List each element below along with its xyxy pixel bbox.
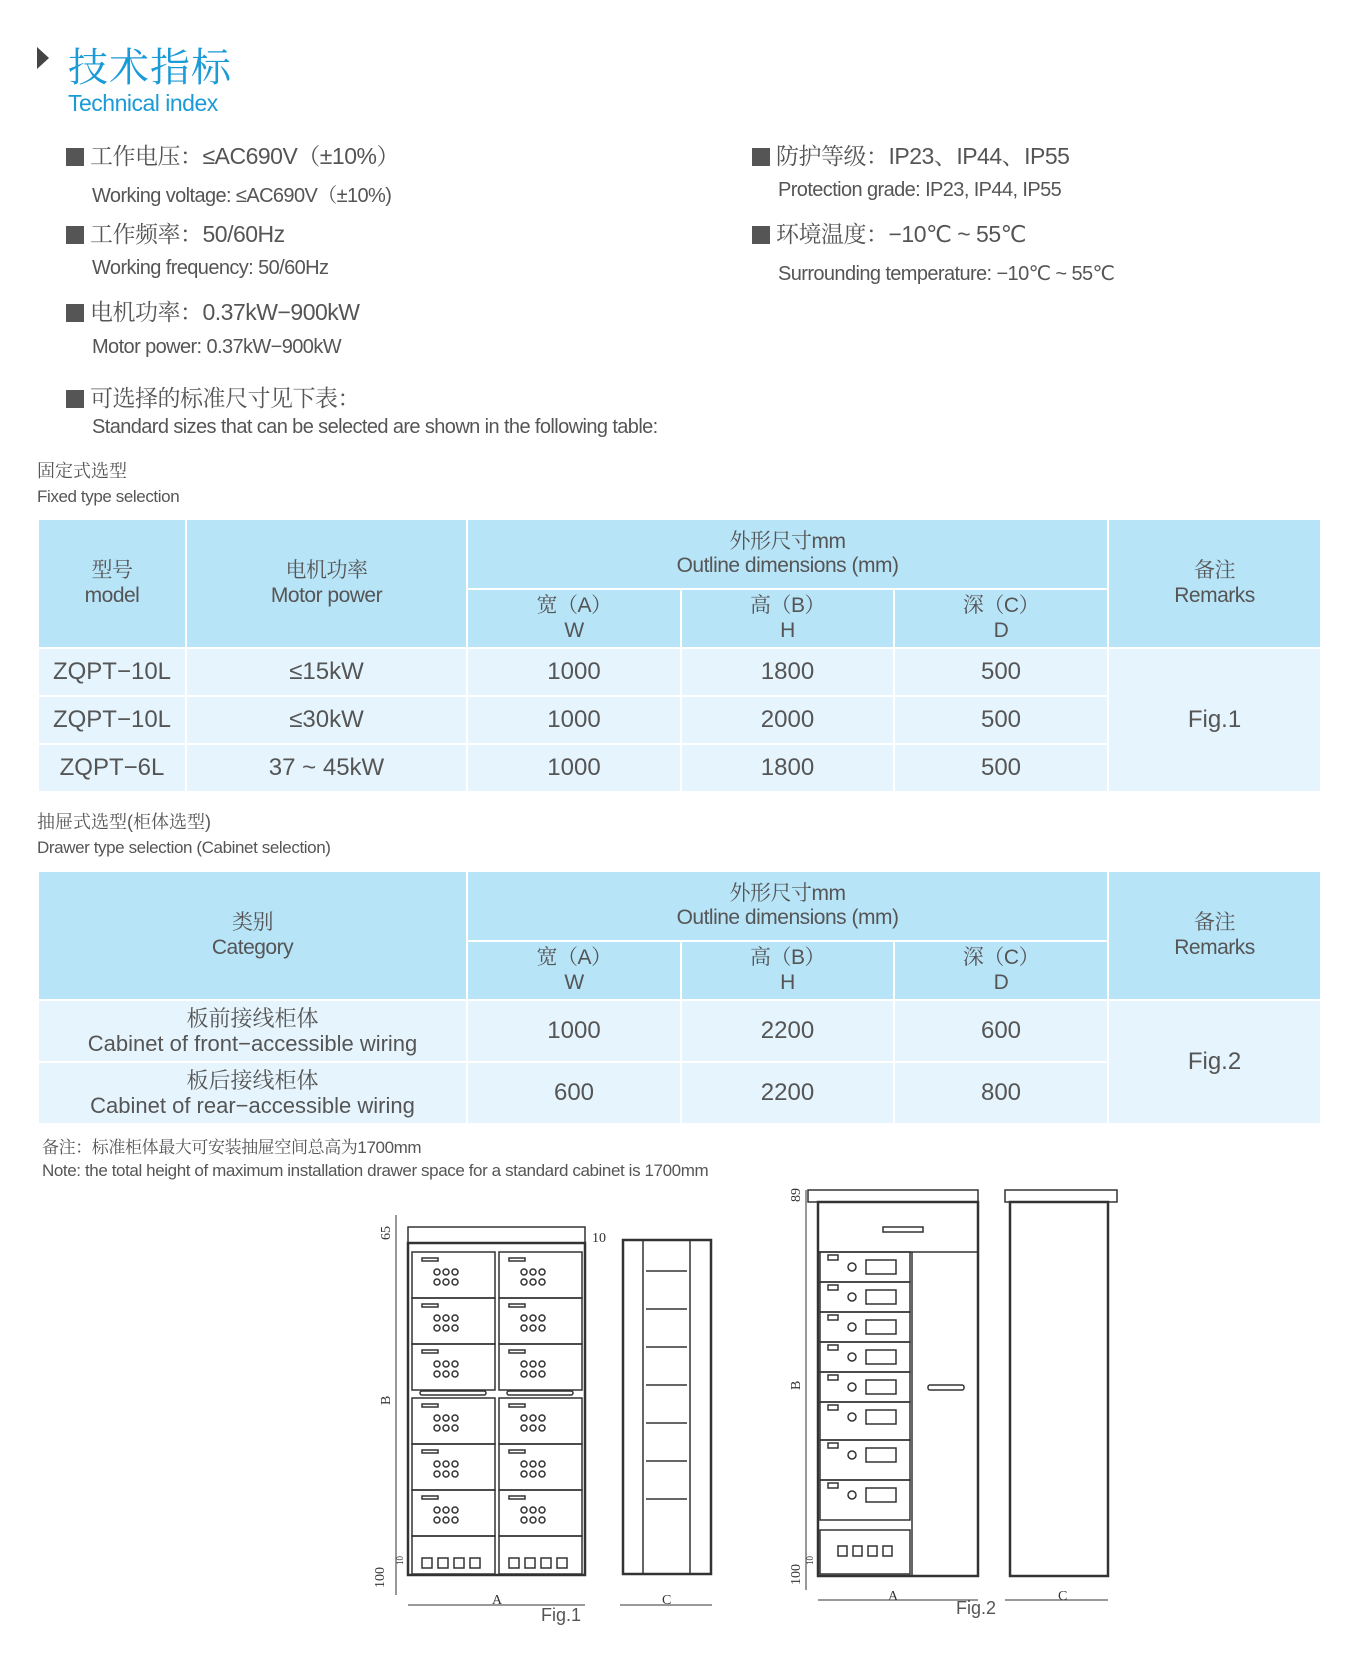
bullet-square-icon (66, 226, 84, 244)
indicator-lamp-icon (530, 1325, 536, 1331)
indicator-lamp-icon (452, 1517, 458, 1523)
indicator-lamp-icon (443, 1507, 449, 1513)
terminal-area (820, 1530, 910, 1574)
cell-width: 1000 (467, 696, 681, 744)
meter-panel (866, 1448, 896, 1462)
header-outline-dimensions: 外形尺寸mm Outline dimensions (mm) (467, 519, 1108, 589)
indicator-lamp-icon (434, 1371, 440, 1377)
rotary-switch-icon (848, 1413, 856, 1421)
fig2-side-frame (1010, 1202, 1108, 1576)
meter-panel (866, 1260, 896, 1274)
indicator-lamp-icon (434, 1361, 440, 1367)
cell-model: ZQPT−10L (38, 648, 186, 696)
cell-remark: Fig.2 (1108, 1000, 1321, 1124)
indicator-lamp-icon (452, 1415, 458, 1421)
rotary-switch-icon (848, 1383, 856, 1391)
cell-depth: 500 (894, 744, 1108, 792)
table-row (38, 1000, 1321, 1062)
fig2-top-cover (808, 1190, 978, 1202)
indicator-lamp-icon (443, 1471, 449, 1477)
indicator-lamp-icon (530, 1471, 536, 1477)
indicator-lamp-icon (530, 1425, 536, 1431)
rotary-switch-icon (848, 1353, 856, 1361)
indicator-lamp-icon (539, 1517, 545, 1523)
indicator-lamp-icon (530, 1361, 536, 1367)
spec-frequency-en: Working frequency: 50/60Hz (92, 257, 329, 279)
indicator-lamp-icon (452, 1425, 458, 1431)
indicator-lamp-icon (521, 1425, 527, 1431)
indicator-lamp-icon (530, 1461, 536, 1467)
indicator-lamp-icon (539, 1471, 545, 1477)
rotary-switch-icon (848, 1491, 856, 1499)
cell-height: 2200 (681, 1062, 894, 1124)
fig2-dim-depth: C (1058, 1589, 1068, 1604)
indicator-lamp-icon (530, 1415, 536, 1421)
cell-width: 1000 (467, 648, 681, 696)
header-remarks: 备注 Remarks (1108, 519, 1321, 648)
fig2-label: Fig.2 (956, 1598, 997, 1618)
indicator-lamp-icon (452, 1361, 458, 1367)
cell-model: ZQPT−10L (38, 696, 186, 744)
indicator-lamp-icon (434, 1415, 440, 1421)
fig1-drawing (373, 1215, 712, 1608)
indicator-lamp-icon (434, 1325, 440, 1331)
cell-width: 1000 (467, 744, 681, 792)
indicator-lamp-icon (539, 1361, 545, 1367)
indicator-lamp-icon (452, 1471, 458, 1477)
fig1-dim-height: B (379, 1395, 394, 1405)
cell-depth: 600 (894, 1000, 1108, 1062)
spec-voltage: 工作电压：≤AC690V（±10%） (66, 138, 399, 171)
fig1-dim-width: A (492, 1593, 503, 1608)
cell-depth: 500 (894, 648, 1108, 696)
spec-protection: 防护等级：IP23、IP44、IP55 (752, 138, 1069, 171)
cell-height: 2000 (681, 696, 894, 744)
fig2-dim-width: A (888, 1589, 899, 1604)
page-title: 技术指标 (68, 46, 232, 90)
table-row (38, 648, 1321, 696)
indicator-lamp-icon (452, 1371, 458, 1377)
fixed-caption-en: Fixed type selection (37, 487, 180, 506)
fig2-dim-base: 10 (805, 1556, 815, 1565)
indicator-lamp-icon (521, 1269, 527, 1275)
cell-power: 37 ~ 45kW (186, 744, 467, 792)
cell-height: 1800 (681, 744, 894, 792)
cell-depth: 800 (894, 1062, 1108, 1124)
cabinet-drawings (0, 1180, 1357, 1660)
header-model: 型号 model (38, 519, 186, 648)
indicator-lamp-icon (530, 1507, 536, 1513)
cell-category: 板前接线柜体 Cabinet of front−accessible wiring (38, 1000, 467, 1062)
indicator-lamp-icon (521, 1415, 527, 1421)
header-height: 高（B） H (681, 589, 894, 648)
spec-power: 电机功率：0.37kW−900kW (66, 294, 360, 327)
indicator-lamp-icon (434, 1461, 440, 1467)
rotary-switch-icon (848, 1293, 856, 1301)
fig1-side-frame (623, 1240, 711, 1574)
indicator-lamp-icon (521, 1325, 527, 1331)
bullet-square-icon (66, 148, 84, 166)
indicator-lamp-icon (530, 1269, 536, 1275)
indicator-lamp-icon (443, 1279, 449, 1285)
indicator-lamp-icon (539, 1325, 545, 1331)
indicator-lamp-icon (443, 1425, 449, 1431)
indicator-lamp-icon (521, 1371, 527, 1377)
fixed-type-table (37, 518, 1322, 793)
indicator-lamp-icon (539, 1371, 545, 1377)
rotary-switch-icon (848, 1451, 856, 1459)
indicator-lamp-icon (521, 1471, 527, 1477)
fig2-dim-top: 89 (789, 1188, 804, 1202)
fig1-dim-bottom: 100 (373, 1567, 388, 1588)
meter-panel (866, 1290, 896, 1304)
indicator-lamp-icon (443, 1325, 449, 1331)
indicator-lamp-icon (434, 1269, 440, 1275)
indicator-lamp-icon (539, 1279, 545, 1285)
spec-power-en: Motor power: 0.37kW−900kW (92, 336, 341, 358)
cell-width: 600 (467, 1062, 681, 1124)
indicator-lamp-icon (521, 1461, 527, 1467)
fig2-dim-bottom: 100 (789, 1564, 804, 1585)
meter-panel (866, 1410, 896, 1424)
cell-width: 1000 (467, 1000, 681, 1062)
cell-depth: 500 (894, 696, 1108, 744)
drawer-caption: 抽屉式选型(柜体选型) (37, 812, 211, 832)
cell-model: ZQPT−6L (38, 744, 186, 792)
indicator-lamp-icon (539, 1507, 545, 1513)
fig2-dim-height: B (789, 1380, 804, 1390)
indicator-lamp-icon (434, 1315, 440, 1321)
fixed-caption: 固定式选型 (37, 461, 127, 481)
fig1-front-frame (408, 1243, 585, 1575)
header-motor-power: 电机功率 Motor power (186, 519, 467, 648)
fig2-drawing (789, 1188, 1117, 1604)
rotary-switch-icon (848, 1323, 856, 1331)
note-en: Note: the total height of maximum installation drawer space for a standard cabinet is 1700mm (42, 1161, 709, 1180)
indicator-lamp-icon (443, 1361, 449, 1367)
indicator-lamp-icon (434, 1425, 440, 1431)
spec-temperature: 环境温度：−10℃ ~ 55℃ (752, 216, 1026, 249)
indicator-lamp-icon (539, 1461, 545, 1467)
page-subtitle: Technical index (68, 90, 218, 116)
play-triangle-icon (37, 47, 49, 69)
note-cn: 备注：标准柜体最大可安装抽屉空间总高为1700mm (42, 1138, 422, 1157)
cell-remark: Fig.1 (1108, 648, 1321, 792)
header-depth: 深（C） D (894, 589, 1108, 648)
fig1-dim-top: 65 (379, 1226, 394, 1240)
cell-height: 1800 (681, 648, 894, 696)
indicator-lamp-icon (434, 1279, 440, 1285)
indicator-lamp-icon (443, 1315, 449, 1321)
bullet-square-icon (66, 390, 84, 408)
header-width: 宽（A） W (467, 589, 681, 648)
indicator-lamp-icon (443, 1517, 449, 1523)
indicator-lamp-icon (443, 1269, 449, 1275)
indicator-lamp-icon (521, 1507, 527, 1513)
spec-protection-en: Protection grade: IP23, IP44, IP55 (778, 179, 1062, 201)
spec-sizes: 可选择的标准尺寸见下表： (66, 380, 360, 413)
fig1-dim-base: 10 (395, 1556, 405, 1565)
indicator-lamp-icon (530, 1517, 536, 1523)
spec-sizes-en: Standard sizes that can be selected are shown in the following table: (92, 416, 658, 438)
meter-panel (866, 1488, 896, 1502)
indicator-lamp-icon (452, 1315, 458, 1321)
cell-power: ≤15kW (186, 648, 467, 696)
meter-panel (866, 1380, 896, 1394)
indicator-lamp-icon (452, 1325, 458, 1331)
indicator-lamp-icon (452, 1279, 458, 1285)
meter-panel (866, 1320, 896, 1334)
meter-panel (866, 1350, 896, 1364)
fig1-top-cover (408, 1227, 585, 1243)
cell-height: 2200 (681, 1000, 894, 1062)
indicator-lamp-icon (434, 1507, 440, 1513)
indicator-lamp-icon (452, 1507, 458, 1513)
fig1-dim-depth: C (662, 1593, 672, 1608)
fig1-label: Fig.1 (541, 1605, 582, 1625)
bullet-square-icon (66, 304, 84, 322)
drawer-type-table (37, 870, 1322, 1125)
indicator-lamp-icon (539, 1269, 545, 1275)
indicator-lamp-icon (443, 1415, 449, 1421)
bullet-square-icon (752, 148, 770, 166)
indicator-lamp-icon (521, 1361, 527, 1367)
cell-power: ≤30kW (186, 696, 467, 744)
header-depth: 深（C） D (894, 941, 1108, 1000)
drawer-caption-en: Drawer type selection (Cabinet selection) (37, 838, 331, 857)
header-width: 宽（A） W (467, 941, 681, 1000)
bullet-square-icon (752, 226, 770, 244)
rotary-switch-icon (848, 1263, 856, 1271)
indicator-lamp-icon (434, 1517, 440, 1523)
spec-temperature-en: Surrounding temperature: −10℃ ~ 55℃ (778, 263, 1115, 285)
cell-category: 板后接线柜体 Cabinet of rear−accessible wiring (38, 1062, 467, 1124)
indicator-lamp-icon (443, 1461, 449, 1467)
indicator-lamp-icon (539, 1415, 545, 1421)
header-remarks: 备注 Remarks (1108, 871, 1321, 1000)
indicator-lamp-icon (443, 1371, 449, 1377)
indicator-lamp-icon (530, 1371, 536, 1377)
header-outline-dimensions: 外形尺寸mm Outline dimensions (mm) (467, 871, 1108, 941)
indicator-lamp-icon (539, 1425, 545, 1431)
indicator-lamp-icon (521, 1315, 527, 1321)
indicator-lamp-icon (539, 1315, 545, 1321)
spec-frequency: 工作频率：50/60Hz (66, 216, 285, 249)
indicator-lamp-icon (530, 1279, 536, 1285)
indicator-lamp-icon (521, 1279, 527, 1285)
header-category: 类别 Category (38, 871, 467, 1000)
indicator-lamp-icon (452, 1461, 458, 1467)
indicator-lamp-icon (530, 1315, 536, 1321)
fig1-dim-side: 10 (592, 1231, 606, 1246)
indicator-lamp-icon (434, 1471, 440, 1477)
indicator-lamp-icon (521, 1517, 527, 1523)
header-height: 高（B） H (681, 941, 894, 1000)
indicator-lamp-icon (452, 1269, 458, 1275)
spec-voltage-en: Working voltage: ≤AC690V（±10%) (92, 185, 392, 207)
